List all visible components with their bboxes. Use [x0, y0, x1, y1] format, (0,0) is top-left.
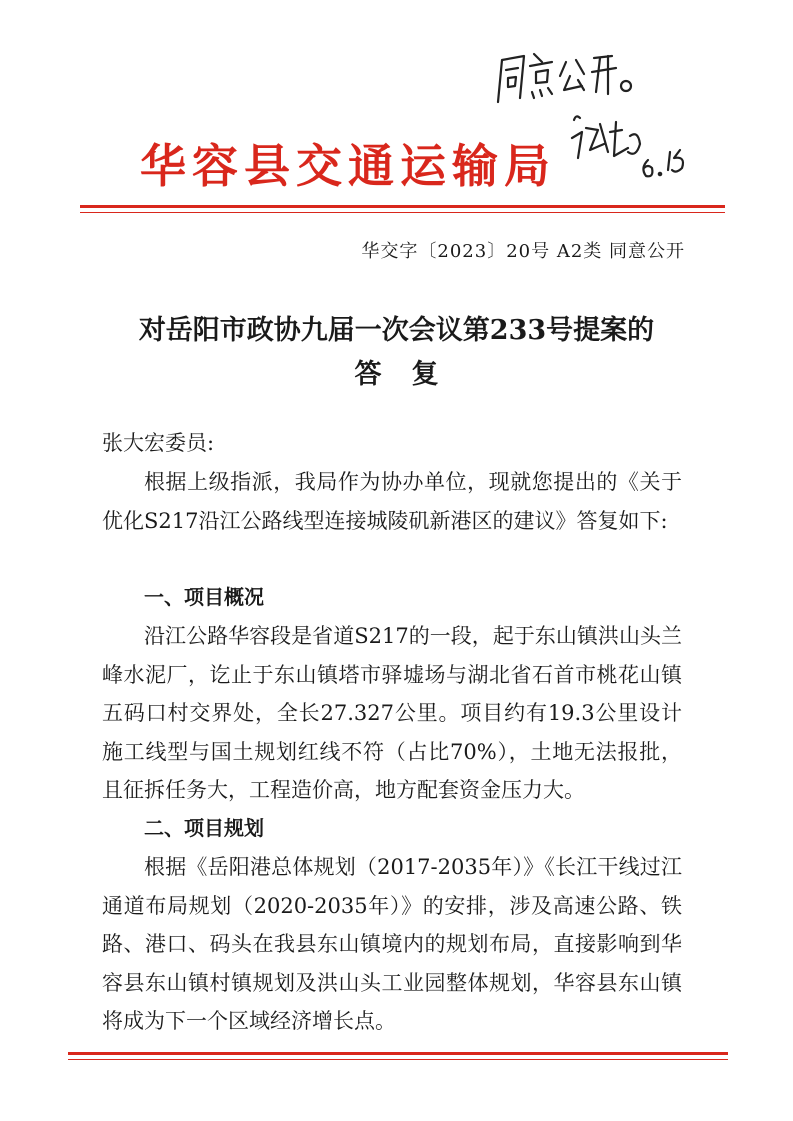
footer-red-rule: [68, 1052, 728, 1055]
document-title-line2: 答复: [354, 359, 469, 390]
header-red-rule: [80, 205, 725, 208]
section1-paragraph: 沿江公路华容段是省道S217的一段，起于东山镇洪山头兰峰水泥厂，讫止于东山镇塔市驿墟场与湖北省石首市桃花山镇五码口村交界处，全长27.327公里。项目约有19.3公里设计施工线型与国土规划红线不符（占比70%），土地无法报批，且征拆任务大，工程造价高，地方配套资金压力大。: [102, 624, 682, 802]
salutation: 张大宏委员:: [102, 431, 215, 455]
document-title-line1: 对岳阳市政协九届一次会议第233号提案的: [138, 315, 655, 346]
header-red-rule-thin: [80, 212, 725, 213]
section2-heading: 二、项目规划: [144, 816, 264, 840]
footer-red-rule-thin: [68, 1059, 728, 1060]
section2-paragraph: 根据《岳阳港总体规划（2017-2035年）》《长江干线过江通道布局规划（2020-2035年）》的安排，涉及高速公路、铁路、港口、码头在我县东山镇境内的规划布局，直接影响到华容县东山镇村镇规划及洪山头工业园整体规划，华容县东山镇将成为下一个区域经济增长点。: [102, 855, 682, 1033]
org-name-header: 华容县交通运输局: [140, 139, 556, 193]
section1-heading: 一、项目概况: [144, 585, 264, 609]
document-number: 华交字〔2023〕20号 A2类 同意公开: [361, 241, 685, 262]
intro-paragraph: 根据上级指派，我局作为协办单位，现就您提出的《关于优化S217沿江公路线型连接城陵矶新港区的建议》答复如下:: [102, 470, 682, 533]
